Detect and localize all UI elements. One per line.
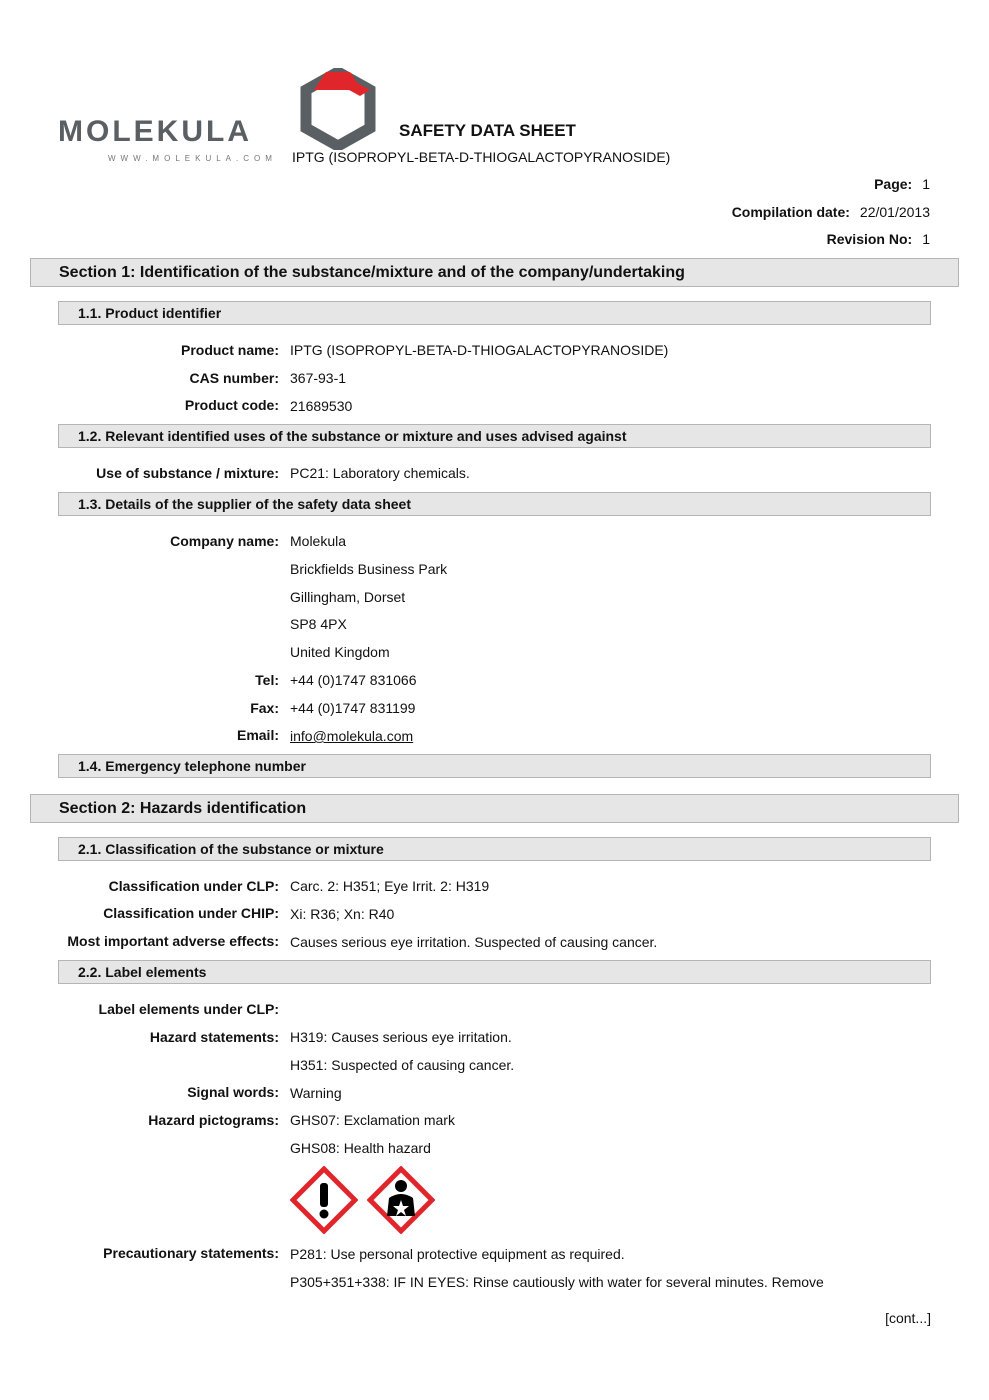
section-2-header: Section 2: Hazards identification [30,794,959,823]
compilation-value: 22/01/2013 [859,204,930,220]
revision-label: Revision No: [826,231,913,247]
hazard-statement: H351: Suspected of causing cancer. [290,1057,515,1073]
company-name-label: Company name: [170,533,279,549]
address-line: United Kingdom [290,644,390,660]
revision-row [827,231,930,247]
clp-classification-label: Classification under CLP: [108,878,279,894]
precautionary-statement: P281: Use personal protective equipment as required. [290,1246,625,1262]
adverse-effects-label: Most important adverse effects: [67,933,279,949]
precautionary-statements-label: Precautionary statements: [103,1245,279,1261]
product-name-label: Product name: [180,342,279,358]
page-label: Page: [874,176,913,192]
chip-classification-value: Xi: R36; Xn: R40 [290,906,395,922]
email-link[interactable]: info@molekula.com [290,728,414,744]
hexagon-logo-icon [298,68,378,150]
subsection-2-2-header: 2.2. Label elements [58,960,931,984]
clp-classification-value: Carc. 2: H351; Eye Irrit. 2: H319 [290,878,490,894]
address-line: Brickfields Business Park [290,561,448,577]
pictogram-name: GHS07: Exclamation mark [290,1112,455,1128]
email-label: Email: [236,727,279,743]
address-line: SP8 4PX [290,616,347,632]
signal-words-value: Warning [290,1085,342,1101]
product-name-value: IPTG (ISOPROPYL-BETA-D-THIOGALACTOPYRANOSIDE) [290,342,669,358]
cas-number-value: 367-93-1 [290,370,347,386]
chip-classification-label: Classification under CHIP: [103,905,279,921]
email-value [290,728,413,744]
pictogram-name: GHS08: Health hazard [290,1140,431,1156]
hazard-statements-label: Hazard statements: [149,1029,279,1045]
document-title: SAFETY DATA SHEET [399,121,576,140]
tel-label: Tel: [255,672,279,688]
use-label: Use of substance / mixture: [96,465,279,481]
signal-words-label: Signal words: [187,1084,279,1100]
subsection-1-3-header: 1.3. Details of the supplier of the safety data sheet [58,492,931,516]
compilation-label: Compilation date: [731,204,850,220]
page-value: 1 [922,176,930,192]
hazard-pictograms-label: Hazard pictograms: [148,1112,279,1128]
section-1-header: Section 1: Identification of the substance/mixture and of the company/undertaking [30,258,959,287]
subsection-1-4-header: 1.4. Emergency telephone number [58,754,931,778]
cas-number-label: CAS number: [189,370,279,386]
product-code-label: Product code: [184,397,279,413]
compilation-date-row [732,204,930,220]
page-number-row [874,176,930,192]
tel-value: +44 (0)1747 831066 [290,672,417,688]
exclamation-mark-hazard-icon [290,1166,358,1234]
health-hazard-icon [367,1166,435,1234]
label-elements-clp-label: Label elements under CLP: [98,1001,279,1017]
logo-wordmark: MOLEKULA [58,115,252,148]
use-value: PC21: Laboratory chemicals. [290,465,470,481]
hazard-statement: H319: Causes serious eye irritation. [290,1029,512,1045]
product-code-value: 21689530 [290,398,353,414]
fax-value: +44 (0)1747 831199 [290,700,416,716]
fax-label: Fax: [250,700,279,716]
subsection-1-2-header: 1.2. Relevant identified uses of the substance or mixture and uses advised against [58,424,931,448]
precautionary-statement: P305+351+338: IF IN EYES: Rinse cautiously with water for several minutes. Remove [290,1274,824,1290]
address-line: Molekula [290,533,347,549]
address-line: Gillingham, Dorset [290,589,406,605]
revision-value: 1 [922,231,930,247]
subsection-1-1-header: 1.1. Product identifier [58,301,931,325]
continued-marker: [cont...] [885,1310,931,1326]
subsection-2-1-header: 2.1. Classification of the substance or mixture [58,837,931,861]
logo-website: WWW.MOLEKULA.COM [108,154,277,163]
document-subtitle: IPTG (ISOPROPYL-BETA-D-THIOGALACTOPYRANOSIDE) [292,149,671,165]
adverse-effects-value: Causes serious eye irritation. Suspected of causing cancer. [290,934,658,950]
